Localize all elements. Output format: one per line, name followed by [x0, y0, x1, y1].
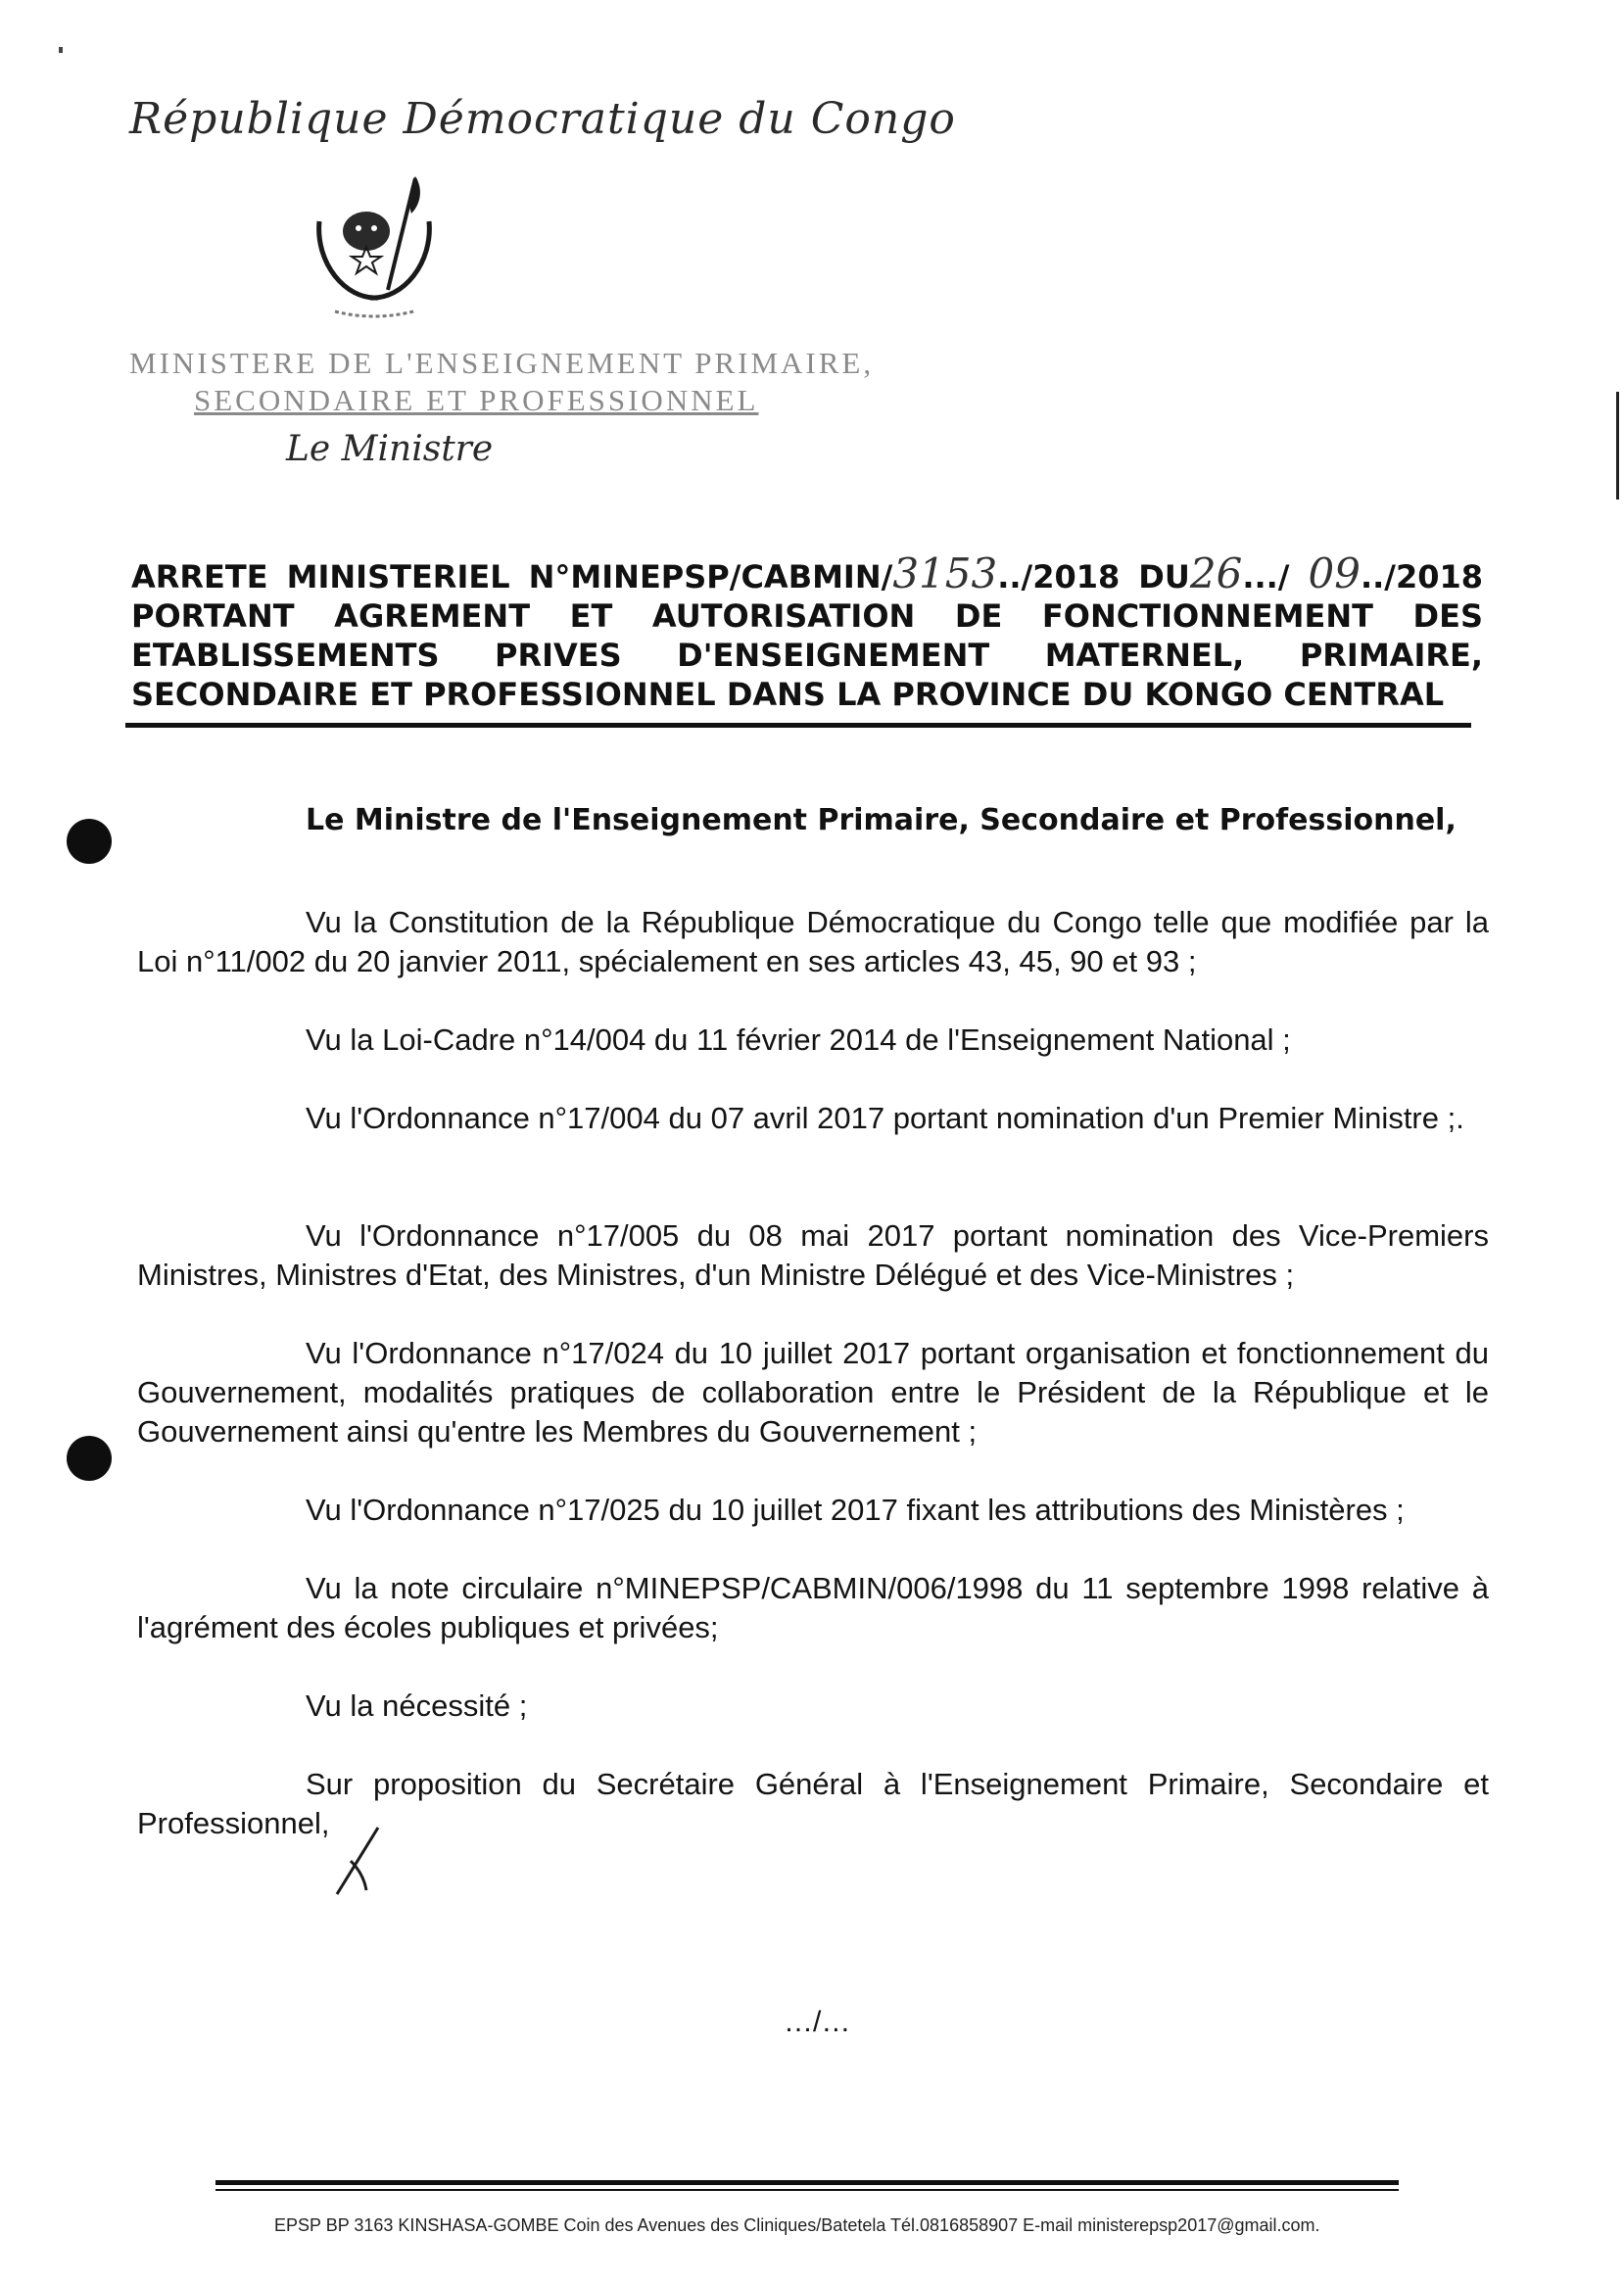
decree-title-line-2: PORTANT AGREMENT ET AUTORISATION DE FONCTIONNEMENT DES: [131, 597, 1483, 635]
title-underline: [125, 723, 1471, 728]
decree-month-dots: ..: [1360, 558, 1385, 595]
republic-heading: République Démocratique du Congo: [129, 94, 956, 144]
decree-prefix: ARRETE MINISTERIEL N°MINEPSP/CABMIN/: [131, 558, 893, 595]
consideration-paragraph: Vu la nécessité ;: [306, 1688, 528, 1723]
signatory-title: Le Ministre: [286, 429, 494, 469]
consideration-paragraph: Vu l'Ordonnance n°17/025 du 10 juillet 2017 fixant les attributions des Ministères ;: [306, 1493, 1405, 1527]
punch-hole-mark: [67, 819, 112, 864]
scan-edge-mark: [1616, 392, 1619, 499]
punch-hole-mark: [67, 1436, 112, 1481]
decree-number-handwritten: 3153: [892, 549, 998, 597]
ministry-line-1: MINISTERE DE L'ENSEIGNEMENT PRIMAIRE,: [129, 346, 875, 380]
consideration-paragraph: Vu l'Ordonnance n°17/004 du 07 avril 2017 portant nomination d'un Premier Ministre ;.: [306, 1101, 1464, 1135]
decree-day-handwritten: 26: [1189, 549, 1243, 597]
decree-year-du: /2018 DU: [1021, 558, 1190, 595]
decree-number-line: [131, 549, 1484, 597]
decree-title: [131, 549, 1484, 714]
coat-of-arms-icon: [306, 174, 443, 331]
consideration-paragraph: Sur proposition du Secrétaire Général à l'Enseignement Primaire, Secondaire et Professionnel,: [137, 1767, 1489, 1840]
minister-heading: Le Ministre de l'Enseignement Primaire, Secondaire et Professionnel,: [306, 803, 1457, 837]
footer-rule: [215, 2180, 1399, 2185]
consideration-paragraph: Vu la note circulaire n°MINEPSP/CABMIN/006/1998 du 11 septembre 1998 relative à l'agrément des écoles publiques et privées;: [137, 1571, 1489, 1644]
decree-day-dots: ...: [1242, 558, 1278, 595]
continuation-mark: …/…: [784, 2006, 851, 2038]
decree-number-dots: ..: [997, 558, 1022, 595]
consideration-paragraph: Vu la Loi-Cadre n°14/004 du 11 février 2014 de l'Enseignement National ;: [306, 1023, 1291, 1057]
footer-rule-thin: [215, 2189, 1399, 2191]
consideration-paragraph: Vu l'Ordonnance n°17/005 du 08 mai 2017 portant nomination des Vice-Premiers Ministres, Ministres d'Etat, des Ministres, d'un Ministre Délégué et des Vice-Ministres ;: [137, 1218, 1489, 1292]
decree-month-handwritten: 09: [1308, 549, 1361, 597]
footer-contact: EPSP BP 3163 KINSHASA-GOMBE Coin des Avenues des Cliniques/Batetela Tél.0816858907 E-mail ministerepsp2017@gmail.com.: [274, 2215, 1320, 2235]
consideration-paragraph: Vu l'Ordonnance n°17/024 du 10 juillet 2017 portant organisation et fonctionnement du Gouvernement, modalités pratiques de collaboration entre le Président de la République et le Gouvernement ainsi qu'entre les Membres du Gouvernement ;: [137, 1336, 1489, 1449]
ministry-name: [129, 345, 874, 419]
ministry-line-2: SECONDAIRE ET PROFESSIONNEL: [194, 383, 759, 417]
decree-slash: /: [1277, 558, 1309, 595]
scan-speck: [59, 47, 63, 53]
consideration-paragraph: Vu la Constitution de la République Démocratique du Congo telle que modifiée par la Loi n°11/002 du 20 janvier 2011, spécialement en ses articles 43, 45, 90 et 93 ;: [137, 905, 1489, 978]
handwritten-initial-icon: [331, 1822, 390, 1900]
decree-title-line-3: ETABLISSEMENTS PRIVES D'ENSEIGNEMENT MATERNEL, PRIMAIRE,: [131, 637, 1483, 674]
decree-title-line-4: SECONDAIRE ET PROFESSIONNEL DANS LA PROVINCE DU KONGO CENTRAL: [131, 676, 1445, 713]
decree-year-end: /2018: [1384, 558, 1484, 595]
